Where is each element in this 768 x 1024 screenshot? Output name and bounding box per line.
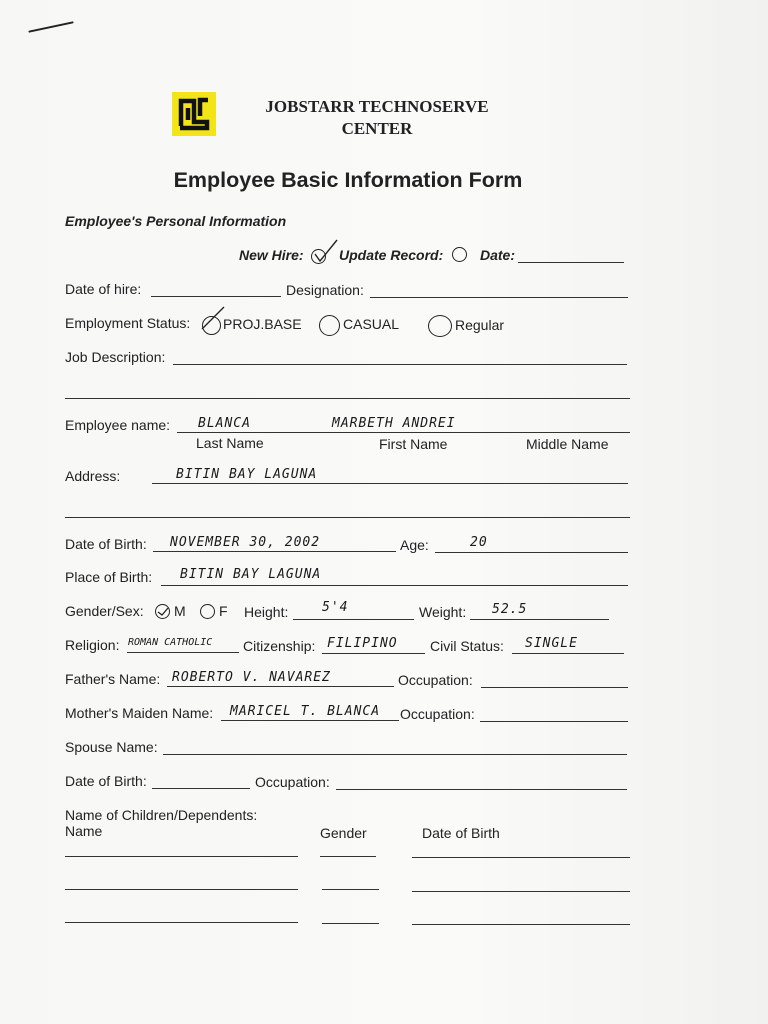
mother-occupation-label: Occupation: [400, 706, 475, 722]
date-of-hire-label: Date of hire: [65, 281, 142, 297]
age-label: Age: [400, 537, 429, 553]
child-2-gender-field[interactable] [322, 889, 379, 890]
proj-base-checkmark-icon [199, 305, 225, 331]
designation-label: Designation: [286, 282, 364, 298]
male-checkmark-icon [157, 607, 169, 617]
form-title: Employee Basic Information Form [173, 168, 523, 192]
place-of-birth-field[interactable] [161, 585, 628, 586]
section-title: Employee's Personal Information [65, 213, 287, 229]
height-field[interactable] [293, 619, 414, 620]
middle-name-caption: Middle Name [526, 436, 609, 452]
org-line-2: CENTER [341, 119, 413, 138]
child-2-dob-field[interactable] [412, 891, 630, 892]
weight-field[interactable] [470, 619, 609, 620]
mothers-maiden-name-value: MARICEL T. BLANCA [230, 704, 381, 719]
female-label: F [219, 603, 228, 619]
child-3-gender-field[interactable] [322, 923, 379, 924]
address-field[interactable] [152, 483, 628, 484]
last-name-caption: Last Name [196, 435, 264, 451]
child-1-gender-field[interactable] [320, 856, 376, 857]
citizenship-label: Citizenship: [243, 638, 316, 654]
weight-label: Weight: [419, 604, 467, 620]
fathers-name-value: ROBERTO V. NAVAREZ [172, 670, 331, 685]
date-label: Date: [480, 247, 516, 263]
last-name-value: BLANCA [198, 416, 251, 431]
religion-field[interactable] [127, 652, 239, 653]
mother-occupation-field[interactable] [480, 721, 628, 722]
address-field-2[interactable] [65, 517, 630, 518]
children-dob-header: Date of Birth [422, 825, 500, 841]
job-description-label: Job Description: [65, 349, 166, 365]
children-gender-header: Gender [320, 825, 367, 841]
org-line-1: JOBSTARR TECHNOSERVE [265, 97, 489, 116]
designation-field[interactable] [370, 297, 628, 298]
update-record-label: Update Record: [339, 247, 444, 263]
age-field[interactable] [435, 552, 628, 553]
proj-base-label: PROJ.BASE [223, 316, 302, 332]
child-1-name-field[interactable] [65, 856, 298, 857]
employee-name-label: Employee name: [65, 417, 171, 433]
spouse-dob-label: Date of Birth: [65, 773, 147, 789]
address-label: Address: [65, 468, 121, 484]
spouse-dob-field[interactable] [152, 788, 250, 789]
citizenship-value: FILIPINO [327, 636, 398, 651]
child-1-dob-field[interactable] [412, 857, 630, 858]
jobstarr-logo-icon [172, 92, 216, 136]
mothers-maiden-name-label: Mother's Maiden Name: [65, 705, 214, 721]
mothers-maiden-name-field[interactable] [221, 720, 399, 721]
child-3-name-field[interactable] [65, 922, 298, 923]
child-3-dob-field[interactable] [412, 924, 630, 925]
age-value: 20 [470, 535, 488, 550]
child-2-name-field[interactable] [65, 889, 298, 890]
height-value: 5'4 [322, 600, 349, 615]
employee-name-field[interactable] [177, 432, 630, 433]
father-occupation-label: Occupation: [398, 672, 473, 688]
spouse-occupation-field[interactable] [336, 789, 627, 790]
casual-label: CASUAL [343, 316, 400, 332]
date-of-birth-label: Date of Birth: [65, 536, 147, 552]
regular-label: Regular [455, 317, 505, 333]
weight-value: 52.5 [492, 602, 528, 617]
update-record-checkbox[interactable] [452, 247, 467, 262]
spouse-occupation-label: Occupation: [255, 774, 330, 790]
first-name-value: MARBETH ANDREI [332, 416, 456, 431]
job-description-field-2[interactable] [65, 398, 630, 399]
pen-mark [28, 21, 73, 33]
civil-status-field[interactable] [512, 653, 624, 654]
date-of-hire-field[interactable] [151, 296, 281, 297]
new-hire-label: New Hire: [239, 247, 304, 263]
fathers-name-field[interactable] [167, 686, 394, 687]
religion-value: ROMAN CATHOLIC [128, 637, 213, 648]
date-of-birth-value: NOVEMBER 30, 2002 [170, 535, 321, 550]
first-name-caption: First Name [379, 436, 448, 452]
regular-radio[interactable] [428, 315, 452, 337]
date-field[interactable] [518, 262, 624, 263]
religion-label: Religion: [65, 637, 120, 653]
fathers-name-label: Father's Name: [65, 671, 161, 687]
casual-radio[interactable] [319, 315, 340, 336]
civil-status-label: Civil Status: [430, 638, 504, 654]
place-of-birth-label: Place of Birth: [65, 569, 153, 585]
employment-status-label: Employment Status: [65, 315, 191, 331]
place-of-birth-value: BITIN BAY LAGUNA [180, 567, 322, 582]
father-occupation-field[interactable] [481, 687, 628, 688]
civil-status-value: SINGLE [525, 636, 578, 651]
male-label: M [174, 603, 186, 619]
spouse-name-field[interactable] [163, 754, 627, 755]
citizenship-field[interactable] [322, 653, 425, 654]
gender-female-radio[interactable] [200, 604, 215, 619]
date-of-birth-field[interactable] [153, 551, 396, 552]
spouse-name-label: Spouse Name: [65, 739, 158, 755]
job-description-field[interactable] [173, 364, 627, 365]
children-title: Name of Children/Dependents: [65, 807, 258, 823]
height-label: Height: [244, 604, 289, 620]
organization-name [232, 96, 522, 140]
children-name-header: Name [65, 823, 103, 839]
address-value: BITIN BAY LAGUNA [176, 467, 318, 482]
gender-label: Gender/Sex: [65, 603, 144, 619]
